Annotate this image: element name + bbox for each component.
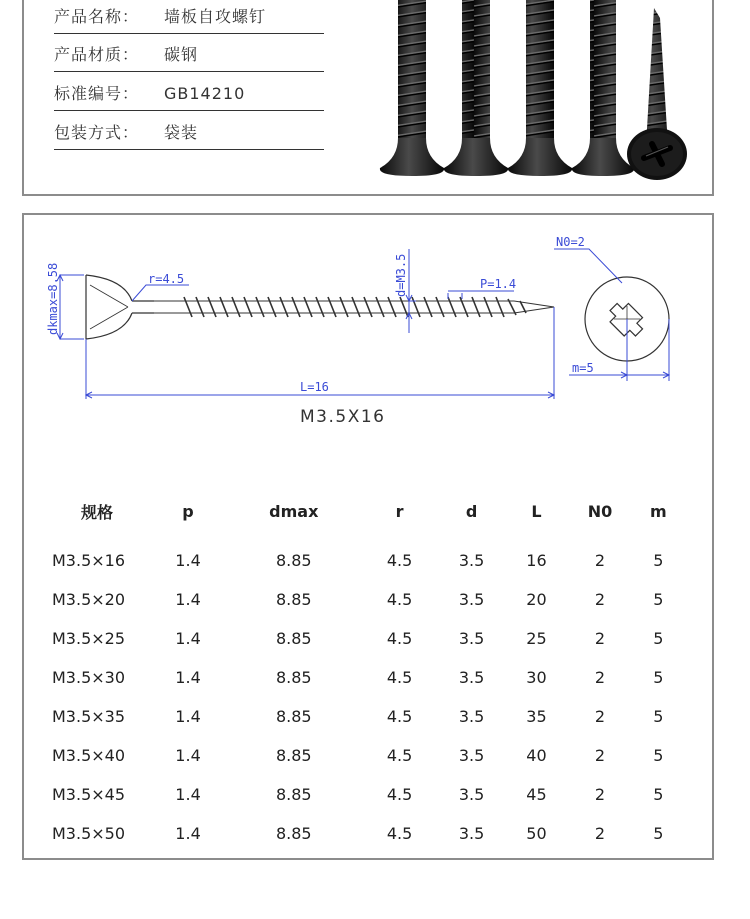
table-cell: 5 — [653, 668, 664, 687]
table-row — [42, 775, 682, 814]
table-cell: 4.5 — [386, 707, 413, 726]
table-cell: 50 — [526, 824, 547, 843]
dim-thread-diameter: d=M3.5 — [394, 253, 408, 297]
table-cell: 20 — [526, 590, 547, 609]
table-cell: 3.5 — [458, 707, 485, 726]
dim-recess-number: N0=2 — [556, 235, 585, 249]
table-cell: 25 — [526, 629, 547, 648]
table-row — [42, 619, 682, 658]
info-key: 产品材质： — [54, 45, 140, 64]
dim-length: L=16 — [300, 380, 329, 394]
table-cell: 1.4 — [175, 746, 201, 765]
table-cell: 8.85 — [275, 785, 312, 804]
table-cell: 1.4 — [175, 824, 201, 843]
table-cell: M3.5×40 — [52, 746, 126, 765]
table-cell: 3.5 — [458, 824, 485, 843]
table-cell: 3.5 — [458, 785, 485, 804]
table-cell: M3.5×35 — [52, 707, 126, 726]
table-cell: 8.85 — [275, 668, 312, 687]
table-cell: 8.85 — [275, 824, 312, 843]
info-key: 包装方式： — [54, 123, 140, 142]
table-header-row — [42, 481, 682, 541]
table-cell: 4.5 — [386, 824, 413, 843]
table-cell: 2 — [594, 551, 606, 570]
table-cell: 2 — [594, 785, 606, 804]
table-row — [42, 736, 682, 775]
col-header: r — [395, 501, 404, 521]
screw-shaft — [646, 8, 668, 146]
table-cell: 8.85 — [275, 707, 312, 726]
col-header: N0 — [587, 501, 613, 521]
table-cell: 3.5 — [458, 668, 485, 687]
model-label: M3.5X16 — [300, 407, 386, 427]
col-header: p — [182, 501, 194, 521]
table-cell: 30 — [526, 668, 547, 687]
screw-shaft — [398, 0, 426, 146]
table-cell: M3.5×30 — [52, 668, 126, 687]
table-cell: 4.5 — [386, 746, 413, 765]
screw-head — [508, 138, 572, 176]
screw-head — [380, 138, 444, 176]
info-row-standard — [54, 79, 324, 111]
screw-shaft — [462, 0, 490, 146]
table-row — [42, 580, 682, 619]
table-cell: M3.5×16 — [52, 551, 126, 570]
table-cell: M3.5×50 — [52, 824, 126, 843]
dim-recess-m: m=5 — [572, 361, 594, 375]
table-cell: 40 — [526, 746, 547, 765]
info-value: 碳钢 — [164, 45, 199, 64]
table-row — [42, 814, 682, 853]
table-cell: 5 — [653, 590, 664, 609]
table-cell: M3.5×45 — [52, 785, 126, 804]
table-cell: 5 — [653, 629, 664, 648]
table-cell: 2 — [594, 746, 606, 765]
info-row-packaging — [54, 118, 324, 150]
table-cell: M3.5×25 — [52, 629, 126, 648]
table-cell: 3.5 — [458, 590, 485, 609]
table-cell: 35 — [526, 707, 547, 726]
col-header: dmax — [269, 501, 319, 521]
col-header: m — [650, 501, 667, 521]
table-cell: 4.5 — [386, 551, 413, 570]
info-row-material — [54, 40, 324, 72]
table-cell: 1.4 — [175, 551, 201, 570]
screw-photo — [354, 0, 714, 196]
table-cell: 5 — [653, 707, 664, 726]
table-cell: 5 — [653, 824, 664, 843]
table-row — [42, 658, 682, 697]
screw-head — [572, 138, 634, 176]
col-header: 规格 — [80, 502, 113, 522]
table-cell: M3.5×20 — [52, 590, 126, 609]
col-header: d — [465, 501, 478, 521]
table-cell: 45 — [526, 785, 547, 804]
table-cell: 2 — [594, 590, 606, 609]
table-cell: 2 — [594, 629, 606, 648]
table-cell: 1.4 — [175, 707, 201, 726]
table-cell: 8.85 — [275, 629, 312, 648]
table-cell: 1.4 — [175, 668, 201, 687]
info-key: 标准编号： — [54, 84, 140, 103]
spec-table — [42, 481, 682, 853]
table-cell: 2 — [594, 668, 606, 687]
table-cell: 1.4 — [175, 590, 201, 609]
table-cell: 4.5 — [386, 590, 413, 609]
table-cell: 4.5 — [386, 629, 413, 648]
table-cell: 8.85 — [275, 746, 312, 765]
table-cell: 4.5 — [386, 785, 413, 804]
table-cell: 8.85 — [275, 551, 312, 570]
table-cell: 3.5 — [458, 551, 485, 570]
product-info-panel — [22, 0, 714, 196]
table-cell: 1.4 — [175, 629, 201, 648]
dim-pitch: P=1.4 — [480, 277, 517, 291]
table-row — [42, 697, 682, 736]
dim-head-diameter: dkmax=8.58 — [46, 262, 60, 335]
table-cell: 4.5 — [386, 668, 413, 687]
table-cell: 5 — [653, 785, 664, 804]
table-cell: 1.4 — [175, 785, 201, 804]
info-value: 墙板自攻螺钉 — [164, 7, 267, 26]
col-header: L — [531, 501, 542, 521]
screw-shaft — [590, 0, 616, 146]
dim-radius: r=4.5 — [148, 272, 185, 286]
table-cell: 3.5 — [458, 746, 485, 765]
screw-shaft — [526, 0, 554, 146]
table-cell: 5 — [653, 551, 664, 570]
table-cell: 5 — [653, 746, 664, 765]
info-value: GB14210 — [164, 84, 246, 103]
spec-panel — [22, 213, 714, 860]
table-cell: 2 — [594, 824, 606, 843]
table-cell: 16 — [526, 551, 547, 570]
screw-head — [444, 138, 508, 176]
table-cell: 8.85 — [275, 590, 312, 609]
table-cell: 2 — [594, 707, 606, 726]
table-row — [42, 541, 682, 580]
info-key: 产品名称： — [54, 7, 140, 26]
table-cell: 3.5 — [458, 629, 485, 648]
info-row-name — [54, 2, 324, 34]
info-value: 袋装 — [164, 123, 199, 142]
